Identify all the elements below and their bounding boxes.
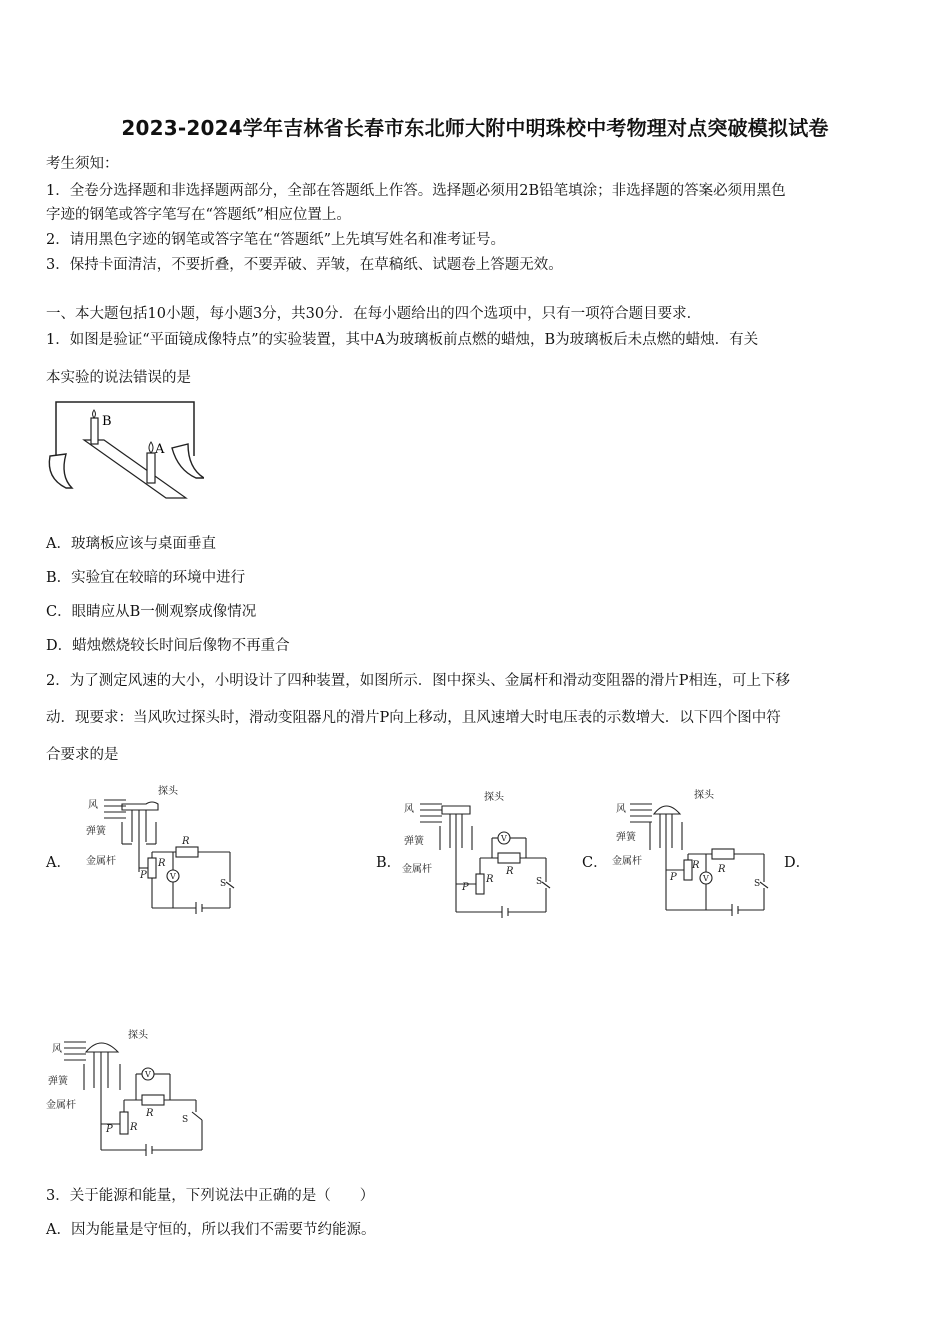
q1-stem-line1: 1．如图是验证“平面镜成像特点”的实验装置，其中A为玻璃板前点燃的蜡烛，B为玻璃板后未点燃的蜡烛．有关 <box>46 332 759 348</box>
label-probe: 探头 <box>158 786 178 797</box>
label-rod: 金属杆 <box>86 856 116 867</box>
label-wind: 风 <box>404 804 414 815</box>
label-spring: 弹簧 <box>616 832 636 843</box>
wind-figure-d <box>46 1026 214 1158</box>
wind-figure-a <box>86 782 236 914</box>
q3-stem: 3．关于能源和能量，下列说法中正确的是（ ） <box>46 1188 375 1204</box>
label-s: S <box>536 877 543 887</box>
label-p: P <box>140 870 147 881</box>
q2-stem-line1: 2．为了测定风速的大小，小明设计了四种装置，如图所示．图中探头、金属杆和滑动变阻器的滑片P相连，可上下移 <box>46 673 790 689</box>
wind-figure-c <box>612 786 770 918</box>
label-spring: 弹簧 <box>86 826 106 837</box>
label-v: V <box>145 1070 151 1079</box>
label-r1: R <box>718 864 726 875</box>
label-r2: R <box>692 860 700 871</box>
label-spring: 弹簧 <box>48 1076 68 1087</box>
label-v: V <box>170 872 176 881</box>
label-rod: 金属杆 <box>402 864 432 875</box>
fig-label-b: B <box>102 414 112 429</box>
notice-item-1-cont: 字迹的钢笔或答字笔写在“答题纸”相应位置上。 <box>46 207 351 223</box>
label-s: S <box>182 1115 189 1125</box>
q1-stem-line2: 本实验的说法错误的是 <box>46 370 191 386</box>
label-r2: R <box>486 874 494 885</box>
label-rod: 金属杆 <box>612 856 642 867</box>
notice-heading: 考生须知： <box>46 156 119 172</box>
label-r1: R <box>506 866 514 877</box>
label-r2: R <box>130 1122 138 1133</box>
label-r1: R <box>182 836 190 847</box>
q3-option-a[interactable]: A．因为能量是守恒的，所以我们不需要节约能源。 <box>46 1222 376 1238</box>
label-v: V <box>501 834 507 843</box>
label-r1: R <box>146 1108 154 1119</box>
q2-stem-line2: 动．现要求：当风吹过探头时，滑动变阻器凡的滑片P向上移动，且风速增大时电压表的示数增大．以下四个图中符 <box>46 710 781 726</box>
q2-option-b-label[interactable]: B． <box>376 855 402 871</box>
label-p: P <box>670 872 677 883</box>
label-v: V <box>703 874 709 883</box>
label-wind: 风 <box>88 800 98 811</box>
label-s: S <box>754 879 761 889</box>
label-wind: 风 <box>52 1044 62 1055</box>
q1-option-b[interactable]: B．实验宜在较暗的环境中进行 <box>46 570 246 586</box>
page-title: 2023-2024学年吉林省长春市东北师大附中明珠校中考物理对点突破模拟试卷 <box>121 116 829 140</box>
label-s: S <box>220 879 227 889</box>
label-p: P <box>106 1124 113 1135</box>
label-wind: 风 <box>616 804 626 815</box>
label-probe: 探头 <box>128 1030 148 1041</box>
label-spring: 弹簧 <box>404 836 424 847</box>
q1-option-c[interactable]: C．眼睛应从B一侧观察成像情况 <box>46 604 257 620</box>
q1-option-d[interactable]: D．蜡烛燃烧较长时间后像物不再重合 <box>46 638 290 654</box>
q2-option-c-label[interactable]: C． <box>582 855 608 871</box>
label-p: P <box>462 882 469 893</box>
notice-item-2: 2．请用黑色字迹的钢笔或答字笔在“答题纸”上先填写姓名和准考证号。 <box>46 232 506 248</box>
label-probe: 探头 <box>694 790 714 801</box>
label-r2: R <box>158 858 166 869</box>
notice-item-1: 1．全卷分选择题和非选择题两部分，全部在答题纸上作答。选择题必须用2B铅笔填涂；非选择题的答案必须用黑色 <box>46 183 786 199</box>
q1-option-a[interactable]: A．玻璃板应该与桌面垂直 <box>46 536 216 552</box>
notice-item-3: 3．保持卡面清洁，不要折叠，不要弄破、弄皱，在草稿纸、试题卷上答题无效。 <box>46 257 563 273</box>
label-rod: 金属杆 <box>46 1100 76 1111</box>
mirror-experiment-figure <box>44 398 204 508</box>
fig-label-a: A <box>155 442 165 457</box>
q2-stem-line3: 合要求的是 <box>46 747 119 763</box>
section-heading: 一、本大题包括10小题，每小题3分，共30分．在每小题给出的四个选项中，只有一项符合题目要求． <box>46 306 702 322</box>
q2-option-a-label[interactable]: A． <box>46 855 71 871</box>
label-probe: 探头 <box>484 792 504 803</box>
q2-option-d-label[interactable]: D． <box>784 855 811 871</box>
wind-figure-b <box>402 786 552 918</box>
